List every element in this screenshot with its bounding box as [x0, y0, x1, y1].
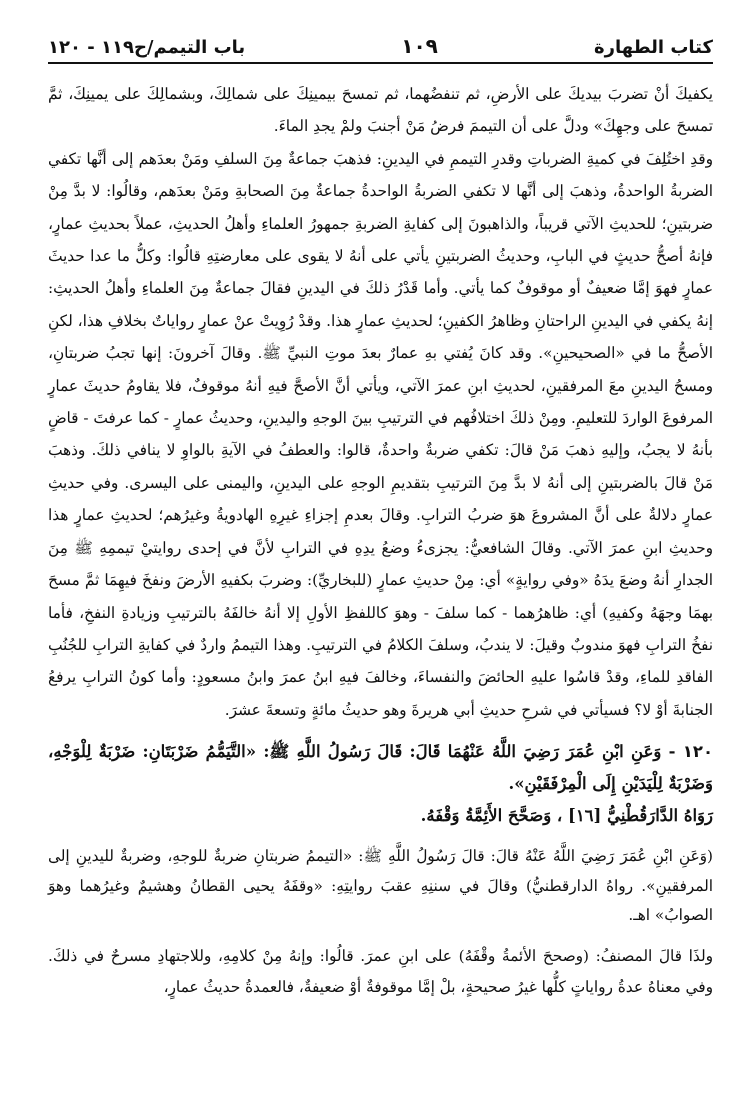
main-body: [48, 78, 713, 726]
page-number: ١٠٩: [401, 34, 438, 58]
hadith-number: ١٢٠: [682, 742, 714, 762]
conclusion-text: ولذَا قالَ المصنفُ: (وصححَ الأئمةُ وقْفَهُ) على ابنِ عمرَ. قالُوا: وإنهُ مِنْ كلامِهِ، وللاجتهادِ مسرحٌ في ذلكَ. وفي معناهُ عدةُ رواياتٍ كلُّها غيرُ صحيحةٍ، بلْ إمَّا موقوفةٌ أوْ ضعيفةٌ، فالعمدةُ حديثُ عمارٍ،: [48, 946, 713, 996]
conclusion-block: [48, 941, 713, 1003]
page-header: [48, 0, 713, 60]
commentary-text: (وَعَنِ ابْنِ عُمَرَ رَضِيَ اللَّهُ عَنْهُ قالَ: قالَ رَسُولُ اللَّهِ ﷺ: «التيممُ ضربتانِ ضربةٌ للوجهِ، وضربةٌ لليدينِ إلى المرفقينِ». رواهُ الدارقطنيُّ) وقالَ في سننِهِ عقبَ روايتِهِ: «وقفَهُ يحيى القطانُ وهشيمٌ وغيرُهما وهوَ الصوابُ» اهـ.: [48, 847, 713, 925]
paragraph-discussion: وقدِ اختُلِفَ في كميةِ الضرباتِ وقدرِ التيممِ في اليدينِ: فذهبَ جماعةٌ مِنَ السلفِ ومَنْ بعدَهم إلى أنَّها تكفي الضربةُ الواحدةُ، وذهبَ إلى أنَّها لا تكفي الضربةُ الواحدةُ جماعةٌ مِنَ الصحابةِ ومَنْ بعدَهم، وقالُوا: لا بدَّ مِنْ ضربتينِ؛ للحديثِ الآتي قريباً، والذاهبونَ إلى كفايةِ الضربةِ جمهورُ العلماءِ وأهلُ الحديثِ، عملاً بحديثِ عمارٍ، فإنهُ أصحُّ حديثٍ في البابِ، وحديثُ الضربتينِ يأتي على أنهُ لا يقوى على معارضتِهِ قالُوا: وكلُّ ما عدا حديثَ عمارٍ فهوَ إمَّا ضعيفٌ أو موقوفٌ كما يأتي. وأما قَدْرُ ذلكَ في اليدينِ فقالَ جماعةٌ مِنَ العلماءِ وأهلُ الحديثِ: إنهُ يكفي في اليدينِ الراحتانِ وظاهرُ الكفينِ؛ لحديثِ عمارٍ هذا. وقدْ رُوِيتْ عنْ عمارٍ رواياتٌ بخلافِ هذا، لكنِ الأصحُّ ما في «الصحيحينِ». وقد كانَ يُفتي بهِ عمارٌ بعدَ موتِ النبيِّ ﷺ. وقالَ آخرونَ: إنها تجبُ ضربتانِ، ومسحُ اليدينِ معَ المرفقينِ، لحديثِ ابنِ عمرَ الآتي، ويأتي أنَّ الأصحَّ فيهِ أنهُ موقوفٌ، فلا يقاومُ حديثَ عمارٍ المرفوعَ الواردَ للتعليمِ. ومِنْ ذلكَ اختلافُهم في الترتيبِ بينَ الوجهِ واليدينِ، وحديثُ عمارٍ - كما عرفتَ - قاضٍ بأنهُ لا يجبُ، وإليهِ ذهبَ مَنْ قالَ: تكفي ضربةٌ واحدةٌ، قالوا: والعطفُ في الآيةِ بالواوِ لا ينافي ذلكَ. وذهبَ مَنْ قالَ بالضربتينِ إلى أنهُ لا بدَّ مِنَ الترتيبِ بتقديمِ الوجهِ على اليدينِ، واليمنى على اليسرى. وفي حديثِ عمارٍ دلالةٌ على أنَّ المشروعَ هوَ ضربُ الترابِ. وقالَ بعدمِ إجزاءِ غيرِهِ الهادويةُ وغيرُهم؛ لحديثِ عمارٍ هذا وحديثِ ابنِ عمرَ الآتي. وقالَ الشافعيُّ: يجزىءُ وضعُ يدِهِ في الترابِ لأنَّ في إحدى روايتيْ تيممِهِ ﷺ مِنَ الجدارِ أنهُ وضعَ يدَهُ «وفي روايةٍ» أي: مِنْ حديثِ عمارٍ (للبخاريِّ): وضربَ بكفيهِ الأرضَ ونفخَ فيهِمَا ثمَّ مسحَ بهمَا وجهَهُ وكفيهِ) أي: ظاهرُهما - كما سلفَ - وهوَ كاللفظِ الأولِ إلا أنهُ خالفَهُ بالترتيبِ وزيادةِ النفخِ، فأما نفخُ الترابِ فهوَ مندوبٌ وقيلَ: لا يندبُ، وسلفَ الكلامُ في الترتيبِ. وهذا التيممُ واردٌ في كفايةِ الترابِ للجُنُبِ الفاقدِ للماءِ، وقدْ قاسُوا عليهِ الحائضَ والنفساءَ، وخالفَ فيهِ ابنُ عمرَ وابنُ مسعودٍ: وأما كونُ الترابِ يرفعُ الجنابةَ أوْ لا؟ فسيأتي في شرحِ حديثِ أبي هريرةَ وهو حديثُ مائةٍ وتسعةَ عشرَ.: [48, 149, 713, 719]
hadith-body: - وَعَنِ ابْنِ عُمَرَ رَضِيَ اللَّهُ عَنْهُمَا قَالَ: قَالَ رَسُولُ اللَّهِ ﷺ: «التَّيَمُّمُ ضَرْبَتَانِ: ضَرْبَةٌ لِلْوَجْهِ، وَضَرْبَةٌ لِلْيَدَيْنِ إِلَى الْمِرْفَقَيْنِ».: [48, 742, 713, 794]
hadith-block: [48, 736, 713, 832]
book-title: كتاب الطهارة: [593, 37, 713, 58]
hadith-source: رَوَاهُ الدَّارَقُطْنِيُّ [١٦] ، وَصَحَّحَ الأَئِمَّةُ وَقْفَهُ.: [420, 806, 713, 826]
commentary-block: [48, 842, 713, 931]
header-rule: [48, 62, 713, 64]
paragraph-opening: يكفيكَ أنْ تضربَ بيديكَ على الأرضِ، ثم تنفضُهما، ثم تمسحَ بيمينِكَ على شمالِكَ، وبشمالِكَ على يمينِكَ، ثمَّ تمسحَ على وجهِكَ» ودلَّ على أن التيممَ فرضُ مَنْ أجنبَ ولمْ يجدِ الماءَ.: [48, 85, 713, 136]
chapter-title: باب التيمم/ح١١٩ - ١٢٠: [48, 37, 246, 58]
hadith-text: [48, 736, 713, 800]
